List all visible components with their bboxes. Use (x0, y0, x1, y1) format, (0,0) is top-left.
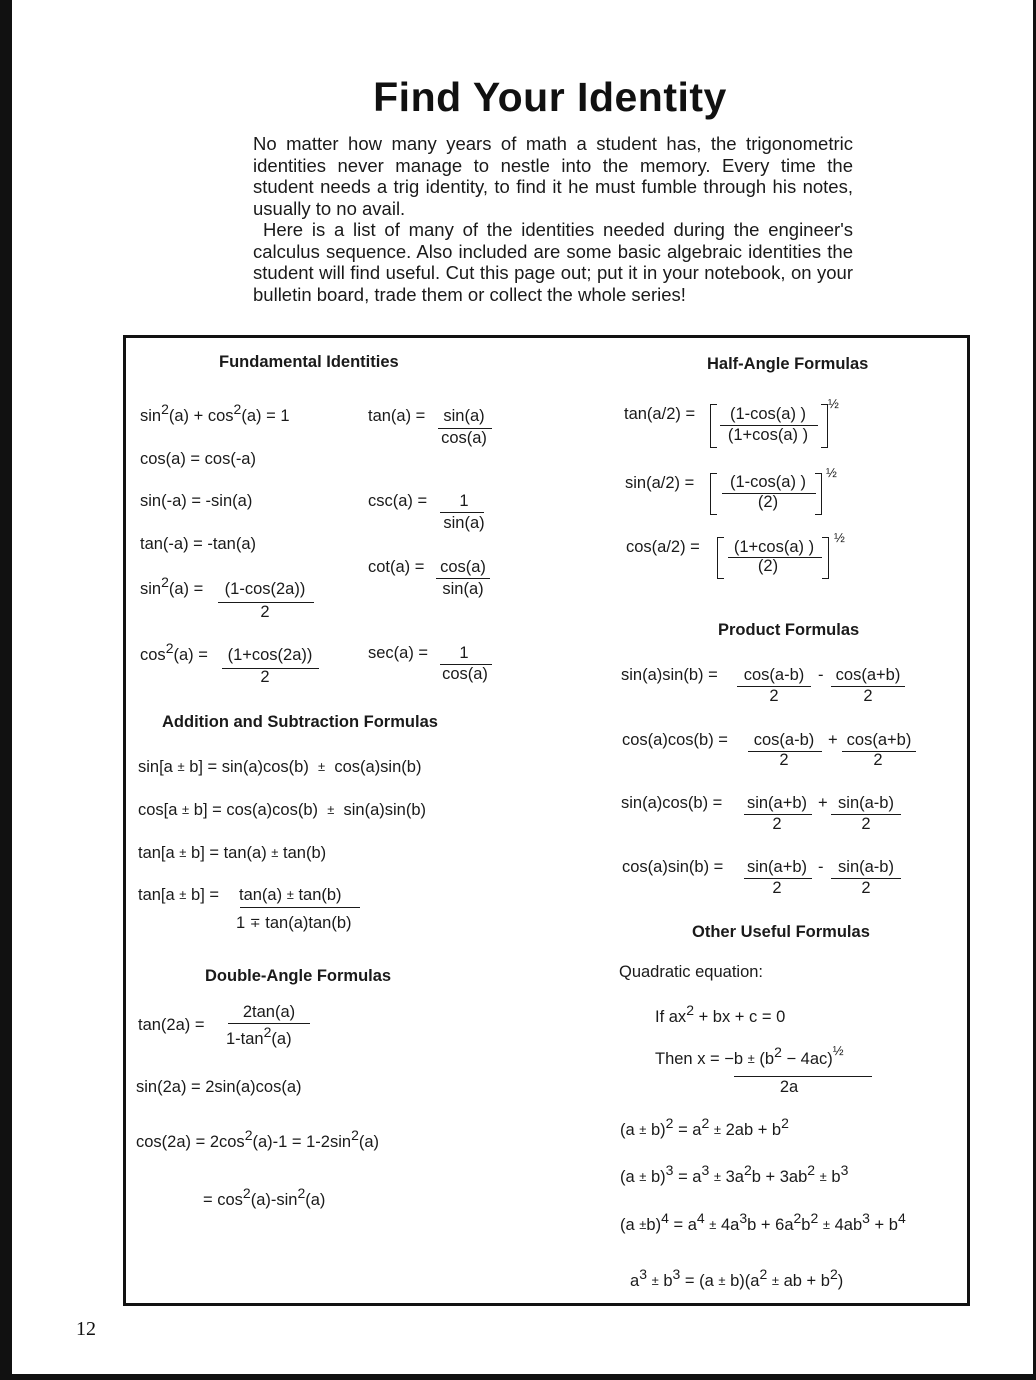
cot-numerator: cos(a) (440, 558, 486, 576)
half-exponent: ½ (826, 465, 837, 480)
heading-half-angle: Half-Angle Formulas (707, 355, 869, 373)
product-4-op: - (818, 858, 824, 876)
sin-squared-denominator: 2 (260, 603, 270, 621)
sum-of-cubes: $a^3 \pm b^3 = (a \pm b)(a^2$ ± ab + $b^2$) (630, 1266, 844, 1290)
csc-denominator: sin(a) (443, 514, 485, 532)
bracket-right (815, 473, 822, 515)
cos-sum-formula: cos[a ± b] = cos(a)cos(b) ± sin(a)sin(b) (138, 801, 427, 819)
binomial-cube: $(a \pm b)^3 = a^3 \pm 3a^2b + 3ab^2 \pm b^3$ (620, 1162, 849, 1186)
page-title: Find Your Identity (373, 74, 727, 120)
scan-border-left (0, 0, 12, 1380)
product-3-lhs: sin(a)cos(b) = (621, 794, 723, 812)
sin-odd-identity: sin(-a) = -sin(a) (140, 492, 253, 510)
tan-double-numerator: 2tan(a) (242, 1003, 296, 1021)
heading-double-angle: Double-Angle Formulas (205, 967, 392, 985)
tan-definition-lhs: tan(a) = (368, 407, 426, 425)
binomial-fourth: $(a \pm b)^4 = a^4 \pm 4a^3b + 6a^2b^2 \pm 4ab^3 + b^4$ (620, 1210, 906, 1234)
heading-other: Other Useful Formulas (692, 923, 870, 941)
product-3-op: + (818, 794, 828, 812)
quadratic-equation: If $ax^2$ + bx + c = 0 (655, 1002, 786, 1026)
tan-sum-formula: tan[a ± b] = tan(a) ± tan(b) (138, 844, 327, 862)
tan-double-denominator: $1-\tan^2(a)$ (226, 1024, 292, 1048)
tan-denominator: cos(a) (441, 429, 487, 447)
csc-definition-lhs: csc(a) = (368, 492, 428, 510)
fraction-bar (436, 578, 490, 579)
product-2-num-1: cos(a-b) (753, 731, 815, 749)
fraction-bar (240, 907, 360, 908)
cos-even-identity: cos(a) = cos(-a) (140, 450, 256, 468)
cos-double-formula: $\cos(2a) = 2\cos^2(a)-1 = 1-2\sin^2(a)$ (136, 1127, 380, 1151)
cos-squared-numerator: (1+cos(2a)) (227, 646, 313, 664)
sec-denominator: cos(a) (442, 665, 488, 683)
cot-denominator: sin(a) (442, 580, 484, 598)
product-den: 2 (861, 879, 871, 897)
tan-half-denominator: (1+cos(a) ) (727, 426, 809, 444)
bracket-right (821, 404, 828, 448)
sec-definition-lhs: sec(a) = (368, 644, 429, 662)
sec-numerator: 1 (459, 644, 469, 662)
product-den: 2 (769, 687, 779, 705)
intro-text (253, 133, 853, 305)
half-exponent: ½ (828, 396, 839, 411)
intro-paragraph-1: No matter how many years of math a student has, the trigonometric identities never manage to nestle into the memory. Every time the student needs a trig identity, to find it he must fumble through his notes, usually to no avail. (253, 133, 853, 219)
sin-squared-numerator: (1-cos(2a)) (224, 580, 306, 598)
product-1-num-1: cos(a-b) (743, 666, 805, 684)
cos-double-alt-formula: = $\cos^2(a)-\sin^2(a)$ (203, 1185, 326, 1209)
bracket-right (822, 537, 829, 579)
heading-fundamental: Fundamental Identities (219, 353, 399, 371)
heading-product: Product Formulas (718, 621, 860, 639)
product-den: 2 (873, 751, 883, 769)
tan-odd-identity: tan(-a) = -tan(a) (140, 535, 256, 553)
product-den: 2 (863, 687, 873, 705)
scan-border-bottom (0, 1374, 1036, 1380)
product-2-op: + (828, 731, 838, 749)
cos-half-lhs: cos(a/2) = (626, 538, 700, 556)
product-1-num-2: cos(a+b) (835, 666, 901, 684)
product-4-num-2: sin(a-b) (838, 858, 894, 876)
product-den: 2 (772, 815, 782, 833)
sin-double-formula: sin(2a) = 2sin(a)cos(a) (136, 1078, 302, 1096)
product-4-num-1: sin(a+b) (746, 858, 808, 876)
sin-half-lhs: sin(a/2) = (625, 474, 695, 492)
heading-addition: Addition and Subtraction Formulas (162, 713, 438, 731)
product-den: 2 (861, 815, 871, 833)
sin-squared-identity: $\sin^2(a)$ = (140, 574, 204, 598)
product-2-lhs: cos(a)cos(b) = (622, 731, 728, 749)
tan-sum-numerator: tan(a) ± tan(b) (239, 886, 342, 904)
sin-half-denominator: (2) (757, 493, 779, 511)
cot-definition-lhs: cot(a) = (368, 558, 425, 576)
tan-half-numerator: (1-cos(a) ) (729, 405, 807, 423)
product-den: 2 (772, 879, 782, 897)
tan-sum-denominator: 1 ∓ tan(a)tan(b) (236, 914, 352, 932)
tan-half-lhs: tan(a/2) = (624, 405, 696, 423)
half-exponent: ½ (834, 530, 845, 545)
page-number: 12 (76, 1318, 96, 1340)
product-3-num-1: sin(a+b) (746, 794, 808, 812)
cos-half-numerator: (1+cos(a) ) (733, 538, 815, 556)
quadratic-label: Quadratic equation: (619, 963, 764, 981)
fraction-bar (440, 512, 484, 513)
product-1-lhs: sin(a)sin(b) = (621, 666, 718, 684)
sin-sum-formula: sin[a ± b] = sin(a)cos(b) ± cos(a)sin(b) (138, 758, 422, 776)
quadratic-solution-denominator: 2a (779, 1078, 799, 1096)
cos-half-denominator: (2) (757, 557, 779, 575)
product-1-op: - (818, 666, 824, 684)
product-4-lhs: cos(a)sin(b) = (622, 858, 724, 876)
cos-squared-identity: $\cos^2(a)$ = (140, 640, 208, 664)
product-den: 2 (779, 751, 789, 769)
tan-double-lhs: tan(2a) = (138, 1016, 205, 1034)
tan-sum-fraction-lhs: tan[a ± b] = (138, 886, 220, 904)
tan-numerator: sin(a) (443, 407, 485, 425)
intro-paragraph-2: Here is a list of many of the identities needed during the engineer's calculus sequence. Also included are some basic algebraic identities the student will find useful. Cut this page out; put it in your notebook, on your bulletin board, trade them or collect the whole series! (253, 219, 853, 305)
csc-numerator: 1 (459, 492, 469, 510)
binomial-square: $(a \pm b)^2 = a^2 \pm 2ab + b^2$ (620, 1115, 789, 1139)
sin-half-numerator: (1-cos(a) ) (729, 473, 807, 491)
pythagorean-identity: $\sin^2(a) + \cos^2(a) = 1$ (140, 401, 290, 425)
cos-squared-denominator: 2 (260, 668, 270, 686)
fraction-bar (734, 1076, 872, 1077)
product-3-num-2: sin(a-b) (838, 794, 894, 812)
quadratic-solution-numerator: Then $x = -b \pm (b^2 - 4ac)^{\frac{1}{2}}$ (655, 1043, 844, 1068)
product-2-num-2: cos(a+b) (846, 731, 912, 749)
